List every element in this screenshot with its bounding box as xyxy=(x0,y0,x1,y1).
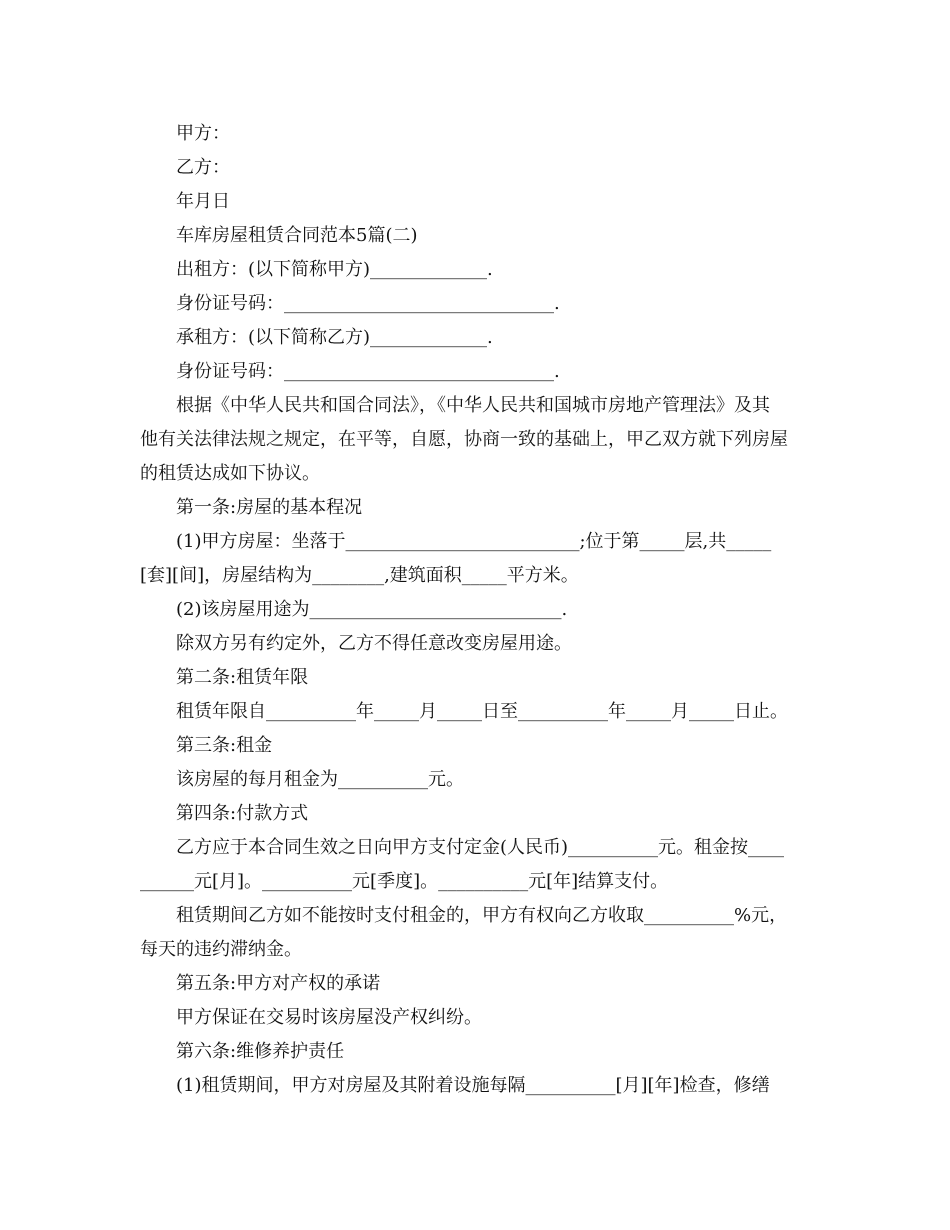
text-line: 承租方：(以下简称乙方)_____________. xyxy=(176,327,493,348)
text-line: 该房屋的每月租金为__________元。 xyxy=(176,769,464,790)
document-body xyxy=(140,117,812,1103)
text-line: 每天的违约滞纳金。 xyxy=(140,939,302,960)
text-line: 年月日 xyxy=(176,191,230,212)
text-line: [套][间]，房屋结构为________,建筑面积_____平方米。 xyxy=(140,565,579,586)
text-line: 第六条:维修养护责任 xyxy=(176,1041,345,1062)
text-line: 车库房屋租赁合同范本5篇(二) xyxy=(176,225,418,246)
text-line: (2)该房屋用途为____________________________. xyxy=(176,599,568,620)
text-line: 甲方保证在交易时该房屋没产权纠纷。 xyxy=(176,1007,482,1028)
text-line: 第一条:房屋的基本程况 xyxy=(176,497,363,518)
text-line: 甲方： xyxy=(176,123,230,144)
text-line: ______元[月]。__________元[季度]。__________元[年]结算支付。 xyxy=(140,871,669,892)
text-line: (1)租赁期间，甲方对房屋及其附着设施每隔__________[月][年]检查，修缮 xyxy=(176,1075,770,1096)
text-line: 第三条:租金 xyxy=(176,735,273,756)
text-line: (1)甲方房屋：坐落于__________________________;位于第_____层,共_____ xyxy=(176,531,772,552)
text-line: 身份证号码：______________________________. xyxy=(176,293,560,314)
text-line: 租赁年限自__________年_____月_____日至__________年_____月_____日止。 xyxy=(176,701,788,722)
text-line: 乙方应于本合同生效之日向甲方支付定金(人民币)__________元。租金按____ xyxy=(176,837,785,858)
text-line: 除双方另有约定外，乙方不得任意改变房屋用途。 xyxy=(176,633,572,654)
text-line: 出租方：(以下简称甲方)_____________. xyxy=(176,259,493,280)
text-line: 第二条:租赁年限 xyxy=(176,667,309,688)
text-line: 租赁期间乙方如不能按时支付租金的，甲方有权向乙方收取__________%元， xyxy=(176,905,788,926)
text-line: 乙方： xyxy=(176,157,230,178)
text-line: 第五条:甲方对产权的承诺 xyxy=(176,973,381,994)
text-line: 根据《中华人民共和国合同法》，《中华人民共和国城市房地产管理法》及其 xyxy=(176,395,770,416)
text-line: 他有关法律法规之规定，在平等，自愿，协商一致的基础上，甲乙双方就下列房屋 xyxy=(140,429,788,450)
text-line: 身份证号码：______________________________. xyxy=(176,361,560,382)
text-line: 的租赁达成如下协议。 xyxy=(140,463,320,484)
text-line: 第四条:付款方式 xyxy=(176,803,309,824)
